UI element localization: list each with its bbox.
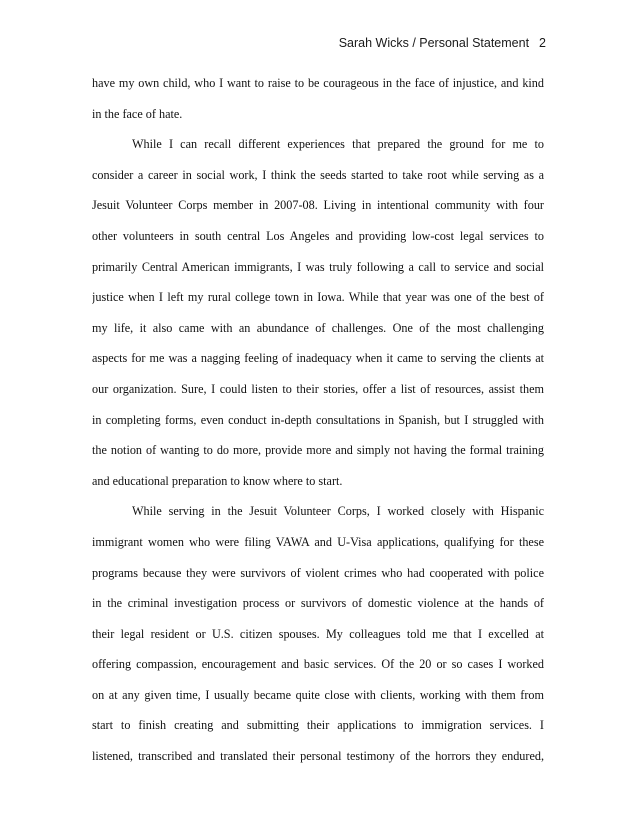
text-line: my life, it also came with an abundance of challenges. One of the most challenging — [92, 320, 544, 335]
text-line: their legal resident or U.S. citizen spouses. My colleagues told me that I excelled at — [92, 626, 544, 641]
text-line: in the face of hate. — [92, 106, 183, 121]
text-line: and educational preparation to know where to start. — [92, 473, 343, 488]
page-header — [339, 36, 546, 50]
text-line: the notion of wanting to do more, provide more and simply not having the formal training — [92, 443, 544, 458]
text-line: in completing forms, even conduct in-depth consultations in Spanish, but I struggled with — [92, 412, 544, 427]
page-number: 2 — [539, 36, 546, 50]
text-line: start to finish creating and submitting their applications to immigration services. I — [92, 718, 544, 733]
text-line: other volunteers in south central Los Angeles and providing low-cost legal services to — [92, 228, 544, 243]
text-line: aspects for me was a nagging feeling of inadequacy when it came to serving the clients at — [92, 351, 544, 366]
text-line: consider a career in social work, I think the seeds started to take root while serving as a — [92, 167, 544, 182]
header-author-title: Sarah Wicks / Personal Statement — [338, 36, 530, 50]
paragraph-first-line: While I can recall different experiences that prepared the ground for me to — [132, 137, 544, 152]
text-line: immigrant women who were filing VAWA and U-Visa applications, qualifying for these — [92, 534, 544, 549]
paragraph-first-line: While serving in the Jesuit Volunteer Corps, I worked closely with Hispanic — [132, 504, 544, 519]
text-line: justice when I left my rural college town in Iowa. While that year was one of the best of — [92, 290, 544, 305]
text-line: have my own child, who I want to raise to be courageous in the face of injustice, and kind — [92, 76, 544, 90]
text-line: Jesuit Volunteer Corps member in 2007-08. Living in intentional community with four — [92, 198, 544, 213]
text-line: offering compassion, encouragement and basic services. Of the 20 or so cases I worked — [92, 657, 544, 672]
text-line: programs because they were survivors of violent crimes who had cooperated with police — [92, 565, 544, 580]
text-line: on at any given time, I usually became quite close with clients, working with them from — [92, 687, 544, 702]
text-line: in the criminal investigation process or survivors of domestic violence at the hands of — [92, 596, 544, 611]
text-line: our organization. Sure, I could listen to their stories, offer a list of resources, assist them — [92, 381, 544, 396]
personal-statement-body — [92, 68, 544, 772]
text-line: listened, transcribed and translated their personal testimony of the horrors they endured, — [92, 749, 544, 764]
text-line: primarily Central American immigrants, I was truly following a call to service and social — [92, 259, 544, 274]
